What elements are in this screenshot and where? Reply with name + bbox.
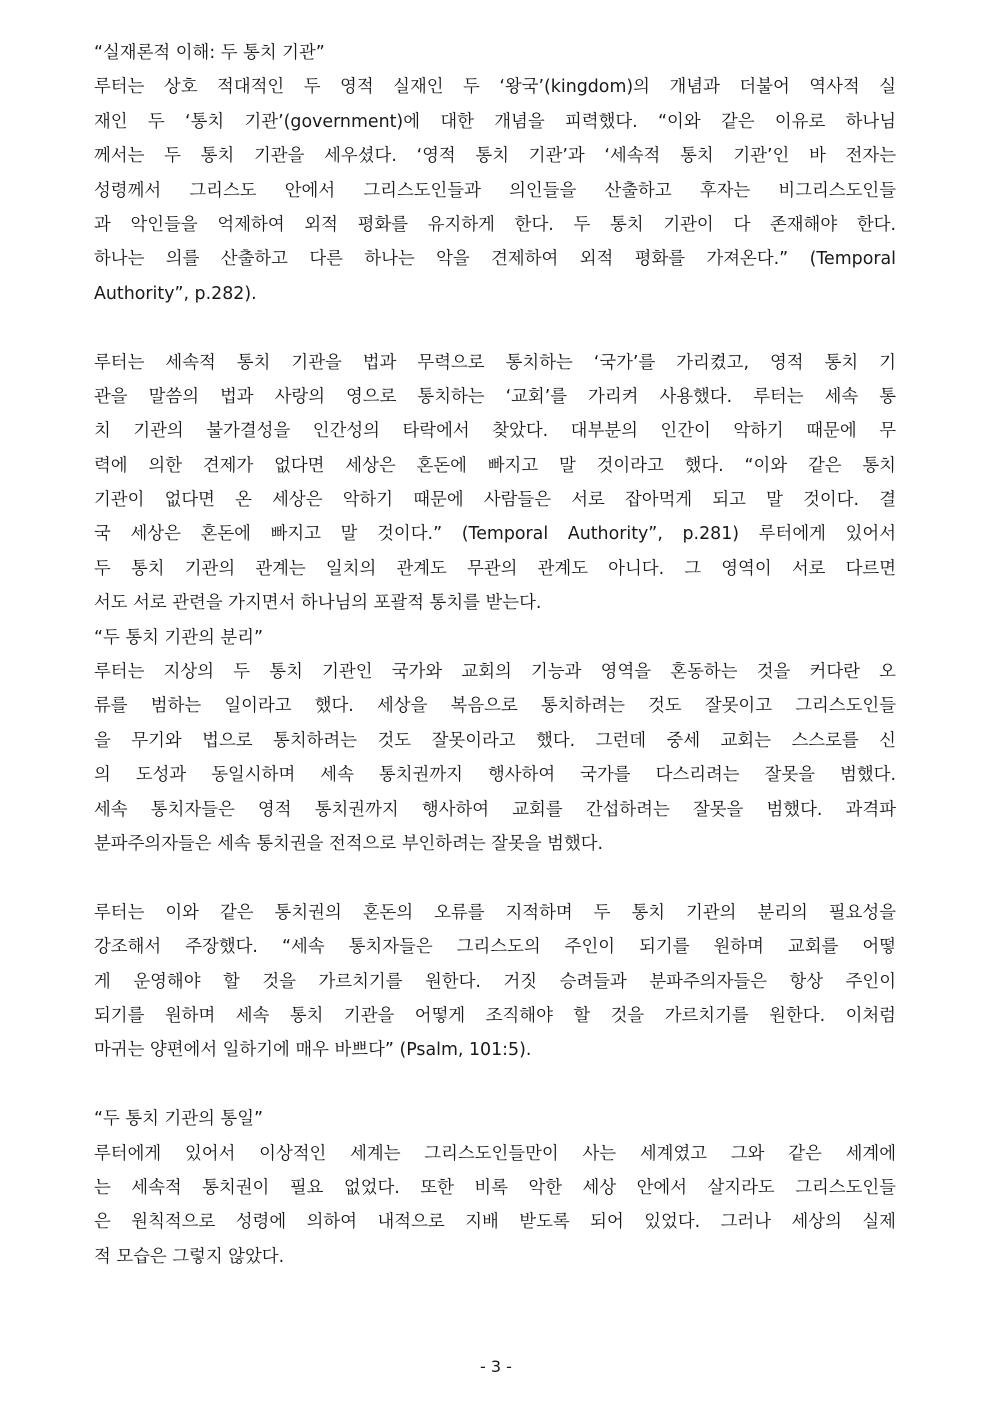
text-line: 루터는 지상의 두 통치 기관인 국가와 교회의 기능과 영역을 혼동하는 것을 커다란 오	[94, 662, 896, 683]
text-line: 마귀는 양편에서 일하기에 매우 바쁘다” (Psalm, 101:5).	[94, 1040, 532, 1061]
text-line: 의 도성과 동일시하며 세속 통치권까지 행사하여 국가를 다스리려는 잘못을 범했다.	[94, 765, 896, 786]
text-line: 분파주의자들은 세속 통치권을 전적으로 부인하려는 잘못을 범했다.	[94, 833, 604, 854]
paragraph-ideal-world	[94, 1137, 896, 1275]
section-heading-separation	[94, 621, 896, 655]
text-line: 기관이 없다면 온 세상은 악하기 때문에 사람들은 서로 잡아먹게 되고 말 것이다. 결	[94, 490, 896, 511]
text-line: 성령께서 그리스도 안에서 그리스도인들과 의인들을 산출하고 후자는 비그리스도인들	[94, 180, 896, 201]
text-line: 루터는 세속적 통치 기관을 법과 무력으로 통치하는 ‘국가’를 가리켰고, 영적 통치 기	[94, 352, 896, 373]
text-line: 하나는 의를 산출하고 다른 하나는 악을 견제하여 외적 평화를 가져온다.” (Temporal	[94, 249, 896, 270]
blank-1	[94, 311, 896, 345]
text-line: 과 악인들을 억제하여 외적 평화를 유지하게 한다. 두 통치 기관이 다 존재해야 한다.	[94, 214, 896, 235]
text-line: 되기를 원하며 세속 통치 기관을 어떻게 조직해야 할 것을 가르치기를 원한다. 이처럼	[94, 1005, 896, 1026]
text-line: 관을 말씀의 법과 사랑의 영으로 통치하는 ‘교회’를 가리켜 사용했다. 루터는 세속 통	[94, 386, 896, 407]
document-page	[94, 36, 896, 1274]
text-line: 재인 두 ‘통치 기관’(government)에 대한 개념을 피력했다. “이와 같은 이유로 하나님	[94, 111, 896, 132]
section-heading-unity	[94, 1102, 896, 1136]
section-heading-text: “두 통치 기관의 통일”	[94, 1109, 263, 1130]
text-line: 루터에게 있어서 이상적인 세계는 그리스도인들만이 사는 세계였고 그와 같은 세계에	[94, 1143, 896, 1164]
section-heading-text: “실재론적 이해: 두 통치 기관”	[94, 43, 325, 63]
text-line: 는 세속적 통치권이 필요 없었다. 또한 비록 악한 세상 안에서 살지라도 그리스도인들	[94, 1177, 896, 1198]
text-line: 두 통치 기관의 관계는 일치의 관계도 무관의 관계도 아니다. 그 영역이 서로 다르면	[94, 558, 896, 579]
text-line: 서도 서로 관련을 가지면서 하나님의 포괄적 통치를 받는다.	[94, 593, 542, 614]
blank-2	[94, 861, 896, 895]
text-line: 루터는 상호 적대적인 두 영적 실재인 두 ‘왕국’(kingdom)의 개념과 더불어 역사적 실	[94, 77, 896, 98]
text-line: 께서는 두 통치 기관을 세우셨다. ‘영적 통치 기관’과 ‘세속적 통치 기관’인 바 전자는	[94, 146, 896, 167]
page-number: - 3 -	[480, 1357, 512, 1376]
blank-3	[94, 1068, 896, 1102]
paragraph-necessity-of-separation	[94, 896, 896, 1068]
text-line: 치 기관의 불가결성을 인간성의 타락에서 찾았다. 대부분의 인간이 악하기 때문에 무	[94, 421, 896, 442]
text-line: Authority”, p.282).	[94, 283, 257, 304]
text-line: 세속 통치자들은 영적 통치권까지 행사하여 교회를 간섭하려는 잘못을 범했다. 과격파	[94, 799, 896, 820]
paragraph-two-governments-concept	[94, 70, 896, 311]
paragraph-confusion-error	[94, 655, 896, 861]
text-line: 은 원칙적으로 성령에 의하여 내적으로 지배 받도록 되어 있었다. 그러나 세상의 실제	[94, 1212, 896, 1233]
text-line: 루터는 이와 같은 통치권의 혼돈의 오류를 지적하며 두 통치 기관의 분리의 필요성을	[94, 902, 896, 923]
section-heading-realist-understanding	[94, 36, 896, 70]
text-line: 력에 의한 견제가 없다면 세상은 혼돈에 빠지고 말 것이라고 했다. “이와 같은 통치	[94, 455, 896, 476]
text-line: 강조해서 주장했다. “세속 통치자들은 그리스도의 주인이 되기를 원하며 교회를 어떻	[94, 937, 896, 958]
text-line: 게 운영해야 할 것을 가르치기를 원한다. 거짓 승려들과 분파주의자들은 항상 주인이	[94, 971, 896, 992]
paragraph-state-and-church	[94, 346, 896, 621]
text-line: 류를 범하는 일이라고 했다. 세상을 복음으로 통치하려는 것도 잘못이고 그리스도인들	[94, 696, 896, 717]
text-line: 적 모습은 그렇지 않았다.	[94, 1246, 285, 1267]
text-line: 국 세상은 혼돈에 빠지고 말 것이다.” (Temporal Authority”, p.281) 루터에게 있어서	[94, 524, 896, 545]
text-line: 을 무기와 법으로 통치하려는 것도 잘못이라고 했다. 그런데 중세 교회는 스스로를 신	[94, 730, 896, 751]
section-heading-text: “두 통치 기관의 분리”	[94, 627, 263, 648]
